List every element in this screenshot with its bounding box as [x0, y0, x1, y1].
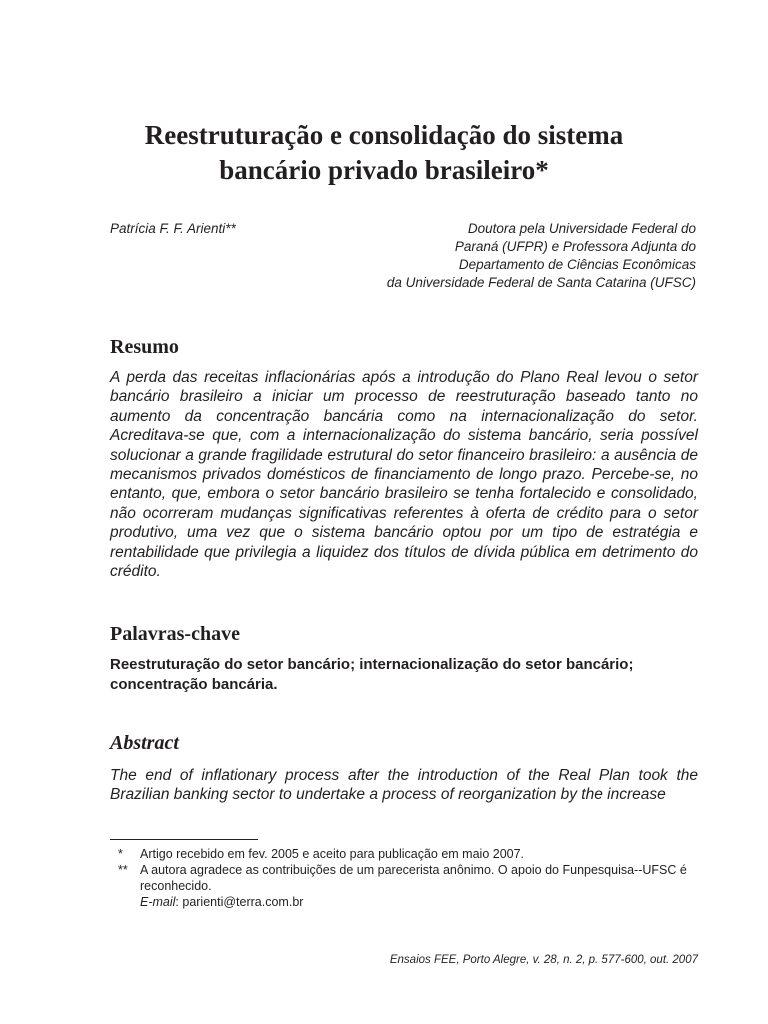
author-name: Patrícia F. F. Arienti** — [110, 221, 236, 236]
footnote-item — [110, 894, 700, 910]
paper-title-line-1: Reestruturação e consolidação do sistema — [144, 120, 624, 150]
journal-citation: Ensaios FEE, Porto Alegre, v. 28, n. 2, p. 577-600, out. 2007 — [389, 954, 698, 966]
affiliation-line-1: Doutora pela Universidade Federal do — [467, 221, 696, 236]
resumo-heading: Resumo — [110, 336, 179, 358]
affiliation-line-4: da Universidade Federal de Santa Catarina (UFSC) — [386, 275, 696, 290]
footnote-text: A autora agradece as contribuições de um parecerista anônimo. O apoio do Funpesquisa--UFSC é reconhecido. — [140, 863, 687, 893]
footnote-item — [110, 846, 700, 862]
email-label: E-mail — [140, 895, 176, 909]
affiliation-line-3: Departamento de Ciências Econômicas — [458, 257, 696, 272]
footnote-text: Artigo recebido em fev. 2005 e aceito para publicação em maio 2007. — [140, 847, 525, 861]
email-value: : parienti@terra.com.br — [175, 895, 304, 909]
keywords-text: Reestruturação do setor bancário; internacionalização do setor bancário; concentração bancária. — [110, 656, 634, 693]
abstract-text: The end of inflationary process after the introduction of the Real Plan took the Brazilian banking sector to undertake a process of reorganization by the increase — [110, 767, 698, 804]
footnote-divider — [110, 839, 258, 840]
footnote-mark: ** — [118, 863, 128, 877]
paper-title — [80, 118, 688, 188]
author-affiliation — [276, 220, 696, 292]
affiliation-line-2: Paraná (UFPR) e Professora Adjunta do — [454, 239, 696, 254]
resumo-text: A perda das receitas inflacionárias após a introdução do Plano Real levou o setor bancário brasileiro a iniciar um processo de reestruturação baseado tanto no aumento da concentração bancária como na internacionalização do setor. Acreditava-se que, com a internacionalização do sistema bancário, seria possível solucionar a grande fragilidade estrutural do setor financeiro brasileiro: a ausência de mecanismos privados domésticos de financiamento de longo prazo. Percebe-se, no entanto, que, embora o setor bancário brasileiro se tenha fortalecido e consolidado, não ocorreram mudanças significativas referentes à oferta de crédito para o setor produtivo, uma vez que o sistema bancário optou por um tipo de estratégia e rentabilidade que privilegia a liquidez dos títulos de dívida pública em detrimento do crédito. — [110, 369, 698, 581]
abstract-heading: Abstract — [110, 732, 179, 754]
keywords-heading: Palavras-chave — [110, 623, 240, 645]
paper-title-line-2: bancário privado brasileiro* — [219, 155, 549, 185]
footnotes-list — [110, 846, 700, 910]
footnote-mark: * — [118, 847, 123, 861]
footnote-item — [110, 862, 700, 894]
